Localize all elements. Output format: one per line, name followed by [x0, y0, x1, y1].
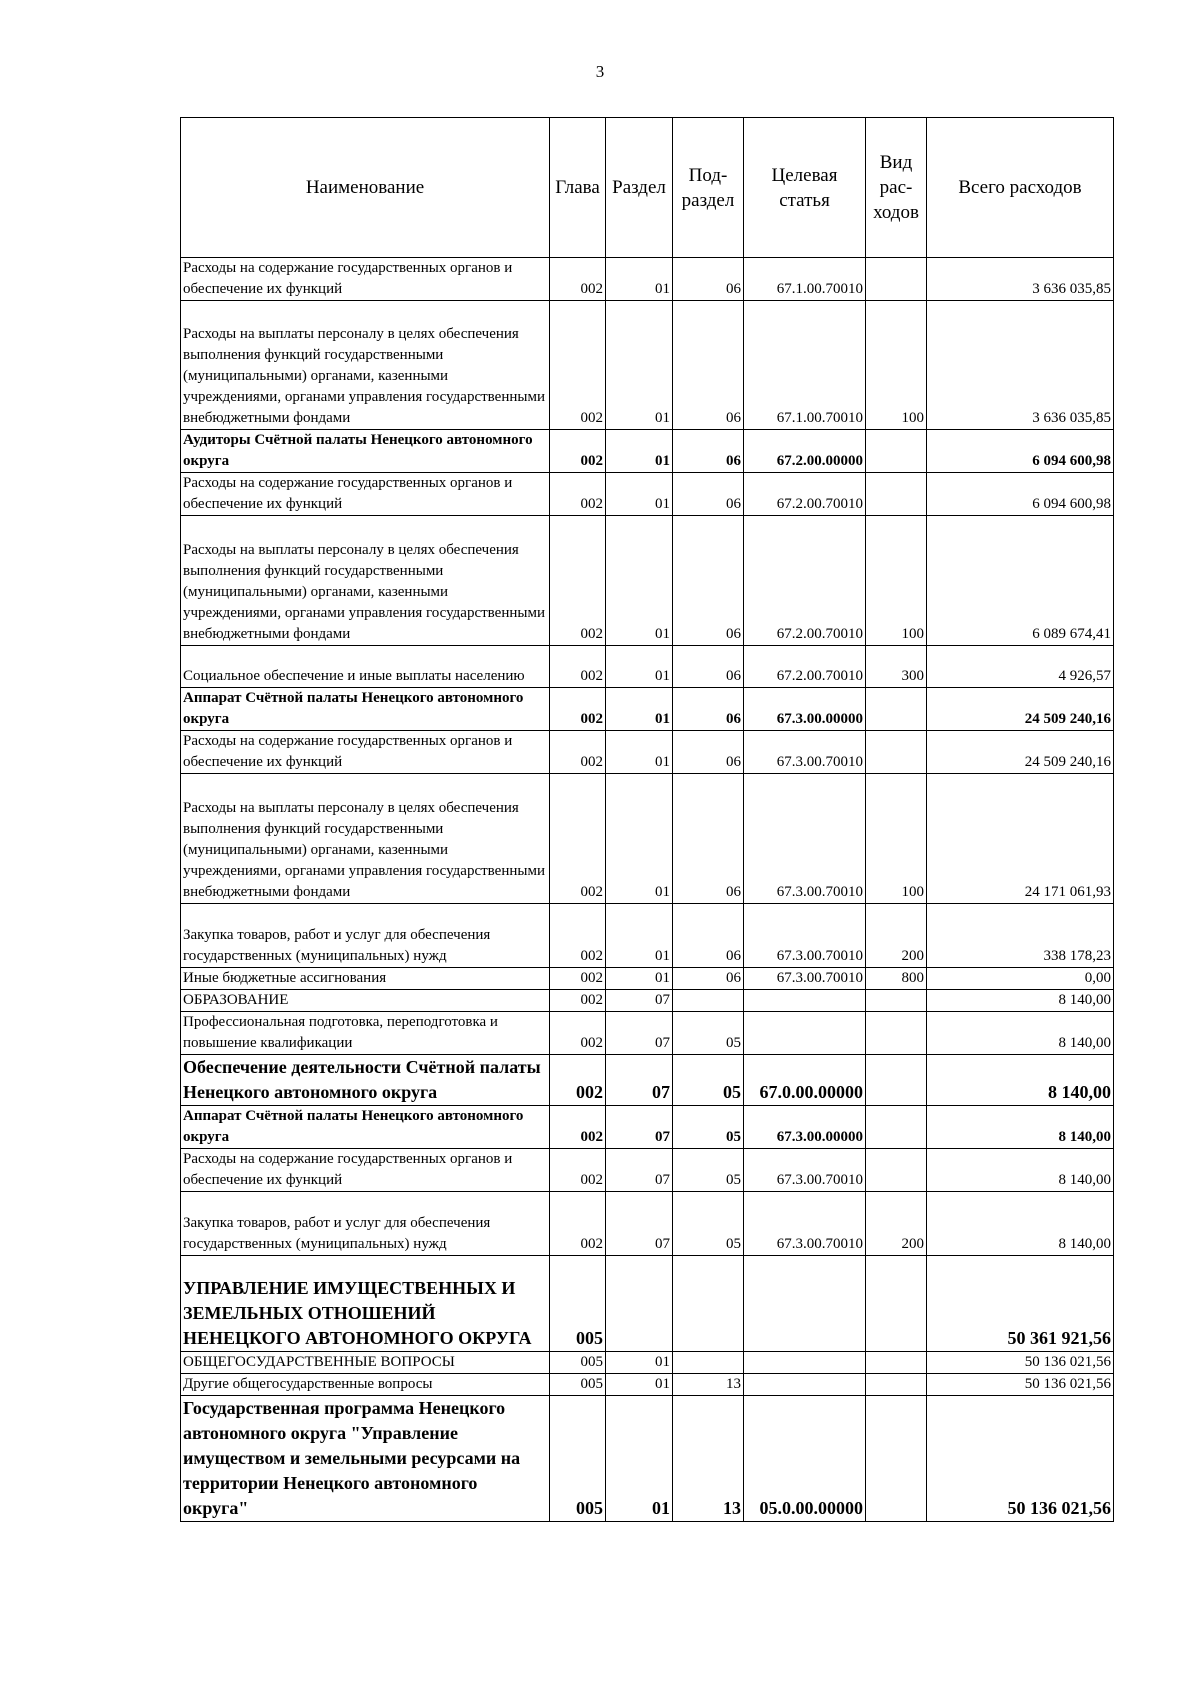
cell-total: 3 636 035,85	[927, 301, 1114, 430]
cell-celevaya: 67.0.00.00000	[744, 1055, 866, 1106]
table-row	[181, 646, 1114, 688]
cell-name: ОБРАЗОВАНИЕ	[181, 990, 550, 1012]
cell-celevaya: 67.2.00.00000	[744, 430, 866, 473]
cell-razdel: 01	[606, 904, 673, 968]
table-row	[181, 688, 1114, 731]
cell-glava: 002	[550, 1106, 606, 1149]
cell-razdel: 01	[606, 968, 673, 990]
cell-name: Закупка товаров, работ и услуг для обеспечения государственных (муниципальных) нужд	[181, 1192, 550, 1256]
table-row	[181, 258, 1114, 301]
cell-name: Профессиональная подготовка, переподготовка и повышение квалификации	[181, 1012, 550, 1055]
cell-podrazdel: 06	[673, 731, 744, 774]
cell-total: 8 140,00	[927, 990, 1114, 1012]
cell-total: 8 140,00	[927, 1149, 1114, 1192]
cell-celevaya: 67.3.00.70010	[744, 968, 866, 990]
cell-razdel: 07	[606, 1012, 673, 1055]
header-vid-line-2: рас-	[879, 177, 913, 198]
cell-podrazdel: 06	[673, 904, 744, 968]
header-podrazdel-line-2: раздел	[681, 189, 735, 211]
cell-vid	[866, 731, 927, 774]
table-row	[181, 473, 1114, 516]
cell-total: 6 089 674,41	[927, 516, 1114, 646]
cell-celevaya: 67.1.00.70010	[744, 301, 866, 430]
table-row	[181, 904, 1114, 968]
cell-total: 4 926,57	[927, 646, 1114, 688]
cell-name: Аудиторы Счётной палаты Ненецкого автономного округа	[181, 430, 550, 473]
cell-celevaya: 67.3.00.00000	[744, 1106, 866, 1149]
cell-razdel	[606, 1256, 673, 1352]
cell-podrazdel: 05	[673, 1149, 744, 1192]
header-podrazdel-line-1: Под-	[688, 164, 728, 186]
cell-podrazdel: 06	[673, 473, 744, 516]
table-header	[181, 118, 1114, 258]
cell-total: 8 140,00	[927, 1055, 1114, 1106]
cell-celevaya: 67.3.00.70010	[744, 731, 866, 774]
header-glava: Глава	[550, 118, 606, 258]
cell-total: 50 136 021,56	[927, 1374, 1114, 1396]
cell-celevaya: 67.3.00.00000	[744, 688, 866, 731]
cell-celevaya: 05.0.00.00000	[744, 1396, 866, 1522]
table-row	[181, 301, 1114, 430]
cell-podrazdel	[673, 1352, 744, 1374]
cell-podrazdel: 05	[673, 1012, 744, 1055]
cell-celevaya: 67.2.00.70010	[744, 473, 866, 516]
cell-podrazdel: 06	[673, 646, 744, 688]
cell-glava: 005	[550, 1396, 606, 1522]
cell-name: Расходы на содержание государственных органов и обеспечение их функций	[181, 731, 550, 774]
cell-total: 50 136 021,56	[927, 1396, 1114, 1522]
cell-glava: 002	[550, 904, 606, 968]
cell-razdel: 01	[606, 473, 673, 516]
cell-razdel: 01	[606, 731, 673, 774]
cell-razdel: 01	[606, 688, 673, 731]
cell-total: 24 509 240,16	[927, 688, 1114, 731]
cell-razdel: 01	[606, 774, 673, 904]
cell-podrazdel: 05	[673, 1192, 744, 1256]
cell-total: 50 136 021,56	[927, 1352, 1114, 1374]
cell-glava: 005	[550, 1352, 606, 1374]
cell-glava: 002	[550, 1055, 606, 1106]
table-row	[181, 1055, 1114, 1106]
cell-name: Расходы на выплаты персоналу в целях обеспечения выполнения функций государственными (муниципальными) органами, казенными учреждениями, органами управления государственными внебюджетными фондами	[181, 774, 550, 904]
cell-vid	[866, 1106, 927, 1149]
cell-celevaya: 67.3.00.70010	[744, 1192, 866, 1256]
cell-podrazdel	[673, 990, 744, 1012]
cell-vid: 200	[866, 1192, 927, 1256]
cell-name: Аппарат Счётной палаты Ненецкого автономного округа	[181, 1106, 550, 1149]
cell-celevaya: 67.2.00.70010	[744, 646, 866, 688]
cell-podrazdel: 06	[673, 968, 744, 990]
cell-vid: 100	[866, 301, 927, 430]
table-row	[181, 1256, 1114, 1352]
cell-celevaya	[744, 1256, 866, 1352]
cell-razdel: 07	[606, 1192, 673, 1256]
cell-glava: 002	[550, 774, 606, 904]
cell-vid: 100	[866, 516, 927, 646]
table-row	[181, 774, 1114, 904]
table-row	[181, 430, 1114, 473]
cell-vid	[866, 1055, 927, 1106]
cell-name: Расходы на содержание государственных органов и обеспечение их функций	[181, 1149, 550, 1192]
cell-glava: 005	[550, 1256, 606, 1352]
table-row	[181, 1396, 1114, 1522]
header-celevaya-line-2: статья	[779, 189, 830, 211]
table-row	[181, 1352, 1114, 1374]
cell-celevaya	[744, 990, 866, 1012]
cell-podrazdel: 13	[673, 1374, 744, 1396]
header-total: Всего расходов	[927, 118, 1114, 258]
cell-vid	[866, 473, 927, 516]
cell-vid: 200	[866, 904, 927, 968]
cell-glava: 002	[550, 516, 606, 646]
cell-razdel: 01	[606, 1374, 673, 1396]
cell-podrazdel: 06	[673, 258, 744, 301]
cell-celevaya	[744, 1012, 866, 1055]
cell-glava: 002	[550, 990, 606, 1012]
cell-name: Расходы на выплаты персоналу в целях обеспечения выполнения функций государственными (муниципальными) органами, казенными учреждениями, органами управления государственными внебюджетными фондами	[181, 516, 550, 646]
header-razdel: Раздел	[606, 118, 673, 258]
cell-total: 24 509 240,16	[927, 731, 1114, 774]
cell-podrazdel: 05	[673, 1106, 744, 1149]
header-celevaya	[744, 118, 866, 258]
cell-total: 338 178,23	[927, 904, 1114, 968]
cell-celevaya: 67.1.00.70010	[744, 258, 866, 301]
cell-celevaya: 67.2.00.70010	[744, 516, 866, 646]
cell-razdel: 01	[606, 1352, 673, 1374]
cell-glava: 002	[550, 688, 606, 731]
cell-total: 24 171 061,93	[927, 774, 1114, 904]
cell-name: Государственная программа Ненецкого автономного округа "Управление имуществом и земельными ресурсами на территории Ненецкого автономного округа"	[181, 1396, 550, 1522]
table-row	[181, 1012, 1114, 1055]
cell-vid	[866, 1149, 927, 1192]
cell-glava: 005	[550, 1374, 606, 1396]
page-number: 3	[595, 62, 605, 81]
cell-celevaya: 67.3.00.70010	[744, 904, 866, 968]
cell-vid: 800	[866, 968, 927, 990]
cell-vid	[866, 990, 927, 1012]
cell-vid: 300	[866, 646, 927, 688]
cell-name: Расходы на содержание государственных органов и обеспечение их функций	[181, 258, 550, 301]
header-celevaya-line-1: Целевая	[771, 164, 838, 186]
cell-name: УПРАВЛЕНИЕ ИМУЩЕСТВЕННЫХ И ЗЕМЕЛЬНЫХ ОТНОШЕНИЙ НЕНЕЦКОГО АВТОНОМНОГО ОКРУГА	[181, 1256, 550, 1352]
cell-total: 8 140,00	[927, 1106, 1114, 1149]
table-row	[181, 516, 1114, 646]
cell-razdel: 01	[606, 1396, 673, 1522]
cell-total: 0,00	[927, 968, 1114, 990]
cell-podrazdel: 13	[673, 1396, 744, 1522]
header-vid-line-1: Вид	[879, 152, 913, 173]
cell-name: Расходы на выплаты персоналу в целях обеспечения выполнения функций государственными (муниципальными) органами, казенными учреждениями, органами управления государственными внебюджетными фондами	[181, 301, 550, 430]
cell-celevaya: 67.3.00.70010	[744, 1149, 866, 1192]
cell-celevaya: 67.3.00.70010	[744, 774, 866, 904]
cell-name: Аппарат Счётной палаты Ненецкого автономного округа	[181, 688, 550, 731]
cell-total: 50 361 921,56	[927, 1256, 1114, 1352]
cell-name: Другие общегосударственные вопросы	[181, 1374, 550, 1396]
cell-podrazdel: 05	[673, 1055, 744, 1106]
cell-podrazdel: 06	[673, 430, 744, 473]
cell-razdel: 01	[606, 516, 673, 646]
cell-name: Социальное обеспечение и иные выплаты населению	[181, 646, 550, 688]
table-row	[181, 1106, 1114, 1149]
cell-total: 6 094 600,98	[927, 473, 1114, 516]
cell-razdel: 07	[606, 1149, 673, 1192]
cell-razdel: 07	[606, 1106, 673, 1149]
cell-glava: 002	[550, 1149, 606, 1192]
header-vid	[866, 118, 927, 258]
cell-name: ОБЩЕГОСУДАРСТВЕННЫЕ ВОПРОСЫ	[181, 1352, 550, 1374]
cell-total: 6 094 600,98	[927, 430, 1114, 473]
cell-podrazdel: 06	[673, 301, 744, 430]
cell-name: Иные бюджетные ассигнования	[181, 968, 550, 990]
cell-glava: 002	[550, 731, 606, 774]
table-row	[181, 1192, 1114, 1256]
cell-podrazdel: 06	[673, 516, 744, 646]
cell-razdel: 07	[606, 990, 673, 1012]
cell-glava: 002	[550, 968, 606, 990]
cell-glava: 002	[550, 301, 606, 430]
cell-total: 3 636 035,85	[927, 258, 1114, 301]
cell-vid: 100	[866, 774, 927, 904]
table-row	[181, 990, 1114, 1012]
cell-glava: 002	[550, 1012, 606, 1055]
cell-glava: 002	[550, 473, 606, 516]
cell-razdel: 01	[606, 258, 673, 301]
cell-glava: 002	[550, 1192, 606, 1256]
header-name: Наименование	[181, 118, 550, 258]
header-vid-line-3: ходов	[873, 202, 919, 223]
cell-vid	[866, 688, 927, 731]
cell-vid	[866, 430, 927, 473]
table-row	[181, 731, 1114, 774]
cell-razdel: 01	[606, 301, 673, 430]
cell-total: 8 140,00	[927, 1192, 1114, 1256]
cell-podrazdel	[673, 1256, 744, 1352]
cell-vid	[866, 1374, 927, 1396]
table-row	[181, 1149, 1114, 1192]
header-podrazdel	[673, 118, 744, 258]
cell-podrazdel: 06	[673, 688, 744, 731]
cell-razdel: 01	[606, 430, 673, 473]
table-row	[181, 968, 1114, 990]
cell-glava: 002	[550, 258, 606, 301]
cell-total: 8 140,00	[927, 1012, 1114, 1055]
expenditure-table	[180, 117, 1114, 1522]
cell-podrazdel: 06	[673, 774, 744, 904]
cell-vid	[866, 1256, 927, 1352]
cell-celevaya	[744, 1374, 866, 1396]
cell-name: Обеспечение деятельности Счётной палаты Ненецкого автономного округа	[181, 1055, 550, 1106]
cell-vid	[866, 1012, 927, 1055]
cell-vid	[866, 1352, 927, 1374]
cell-celevaya	[744, 1352, 866, 1374]
cell-glava: 002	[550, 646, 606, 688]
cell-razdel: 07	[606, 1055, 673, 1106]
cell-vid	[866, 1396, 927, 1522]
cell-glava: 002	[550, 430, 606, 473]
table-row	[181, 1374, 1114, 1396]
cell-name: Закупка товаров, работ и услуг для обеспечения государственных (муниципальных) нужд	[181, 904, 550, 968]
cell-vid	[866, 258, 927, 301]
cell-name: Расходы на содержание государственных органов и обеспечение их функций	[181, 473, 550, 516]
cell-razdel: 01	[606, 646, 673, 688]
